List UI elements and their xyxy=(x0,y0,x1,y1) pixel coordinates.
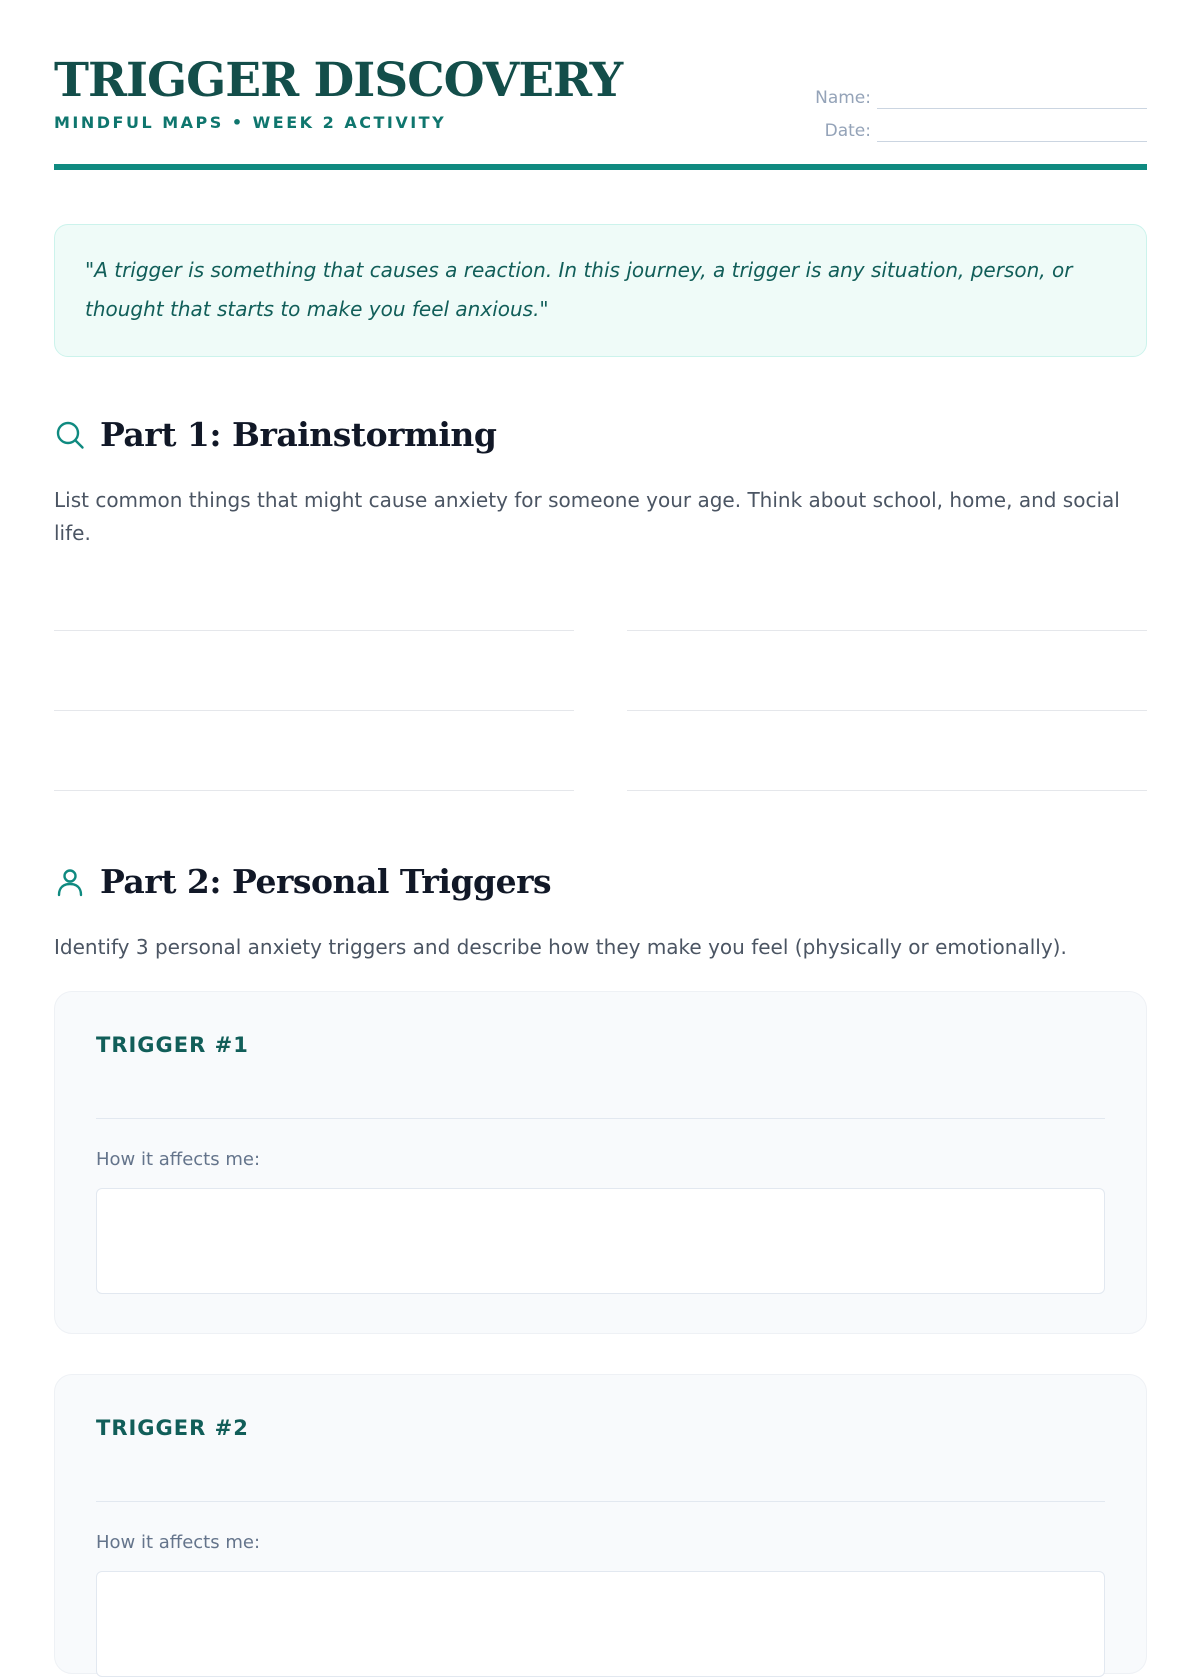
trigger-1-effect-box[interactable] xyxy=(96,1188,1105,1294)
name-label: Name: xyxy=(815,88,871,108)
date-field[interactable] xyxy=(877,121,1147,142)
part2-heading xyxy=(54,860,551,904)
header-divider xyxy=(54,164,1147,170)
user-icon xyxy=(54,866,86,898)
trigger-1-title: TRIGGER #1 xyxy=(96,1033,249,1057)
trigger-card-1 xyxy=(54,991,1147,1334)
student-info xyxy=(787,76,1147,142)
brainstorm-line[interactable] xyxy=(54,630,574,631)
trigger-2-title: TRIGGER #2 xyxy=(96,1416,249,1440)
worksheet-header xyxy=(54,50,1147,168)
date-row xyxy=(787,109,1147,142)
brainstorm-line[interactable] xyxy=(54,710,574,711)
quote-text: "A trigger is something that causes a reaction. In this journey, a trigger is any situation, person, or thought that starts to make you feel anxious." xyxy=(85,258,1073,321)
name-field[interactable] xyxy=(877,88,1147,109)
worksheet-page xyxy=(54,0,1147,1600)
worksheet-title: TRIGGER DISCOVERY xyxy=(54,53,623,108)
part2-description: Identify 3 personal anxiety triggers and describe how they make you feel (physically or emotionally). xyxy=(54,935,1067,959)
part1-title: Part 1: Brainstorming xyxy=(100,415,497,454)
trigger-1-input-line[interactable] xyxy=(96,1118,1105,1119)
trigger-2-effect-box[interactable] xyxy=(96,1571,1105,1677)
brainstorm-line[interactable] xyxy=(627,790,1147,791)
trigger-2-input-line[interactable] xyxy=(96,1501,1105,1502)
part1-heading xyxy=(54,413,497,457)
search-icon xyxy=(54,419,86,451)
brainstorm-line[interactable] xyxy=(627,710,1147,711)
worksheet-subtitle: MINDFUL MAPS • WEEK 2 ACTIVITY xyxy=(54,113,447,132)
brainstorm-line[interactable] xyxy=(54,790,574,791)
part1-description: List common things that might cause anxiety for someone your age. Think about school, home, and social life. xyxy=(54,488,1120,545)
brainstorm-line[interactable] xyxy=(627,630,1147,631)
name-row xyxy=(787,76,1147,109)
definition-quote xyxy=(54,224,1147,357)
trigger-1-effect-label: How it affects me: xyxy=(96,1149,261,1170)
date-label: Date: xyxy=(824,121,871,141)
part2-title: Part 2: Personal Triggers xyxy=(100,862,552,901)
trigger-2-effect-label: How it affects me: xyxy=(96,1532,261,1553)
trigger-card-2 xyxy=(54,1374,1147,1674)
